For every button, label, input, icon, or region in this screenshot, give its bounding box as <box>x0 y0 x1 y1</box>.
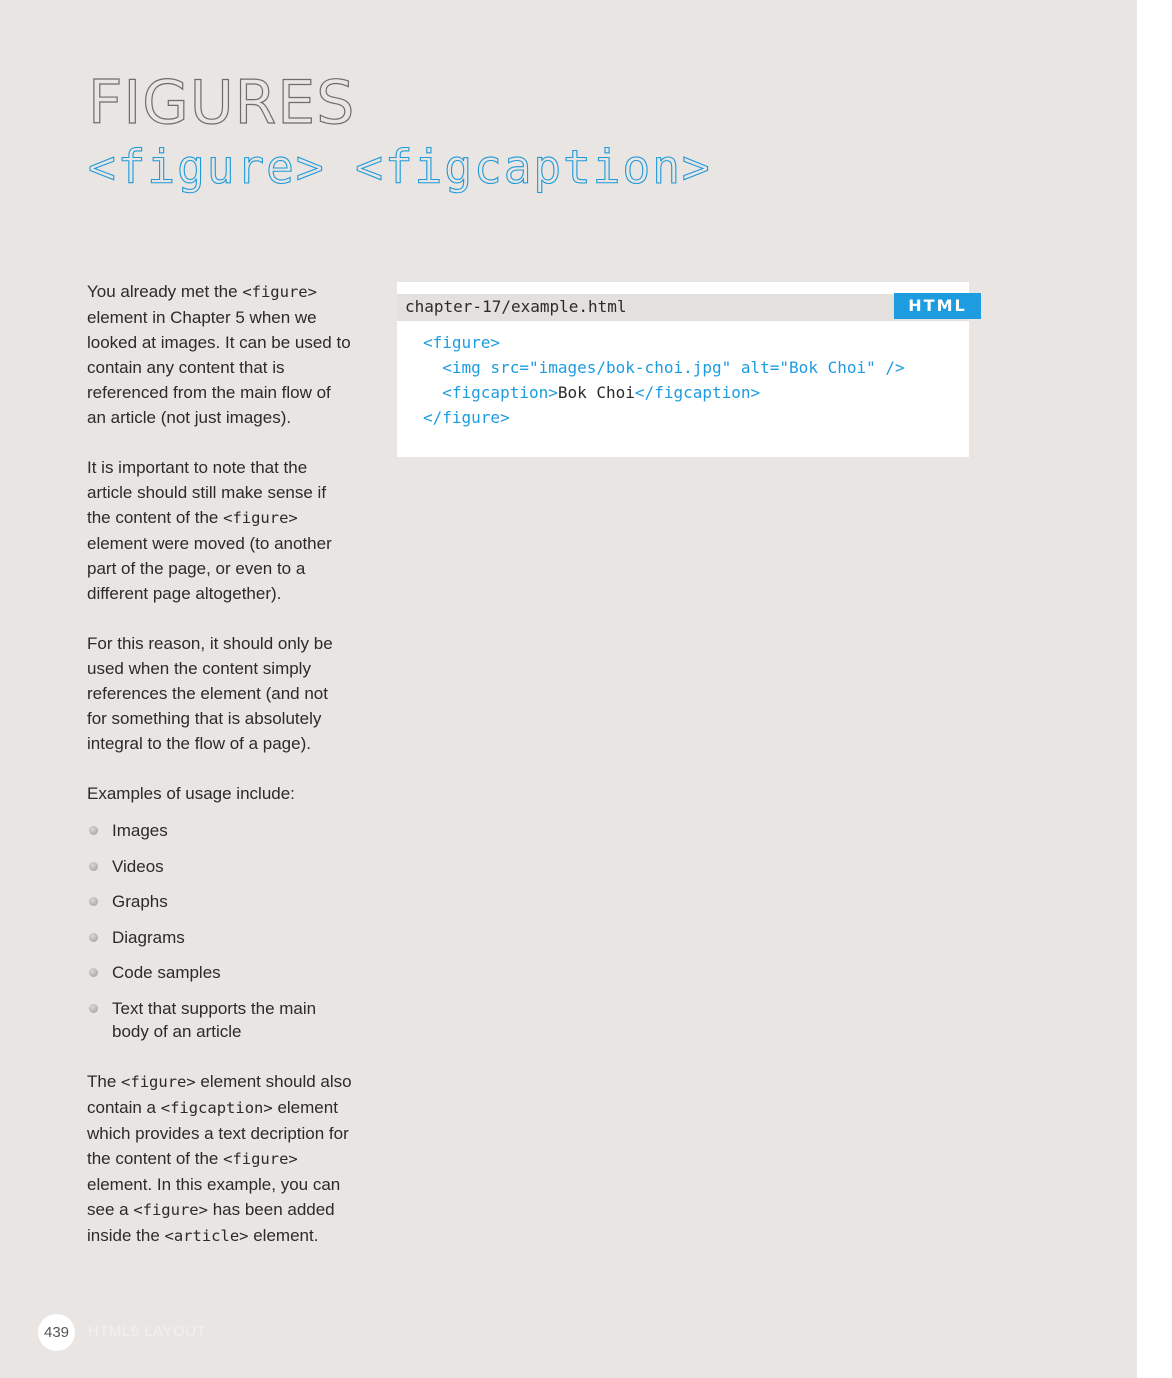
bullet-icon <box>89 933 98 942</box>
list-item: Images <box>87 819 352 842</box>
paragraph-reason: For this reason, it should only be used when the content simply references the element (and not for something that is absolutely integral to the flow of a page). <box>87 634 333 753</box>
bullet-icon <box>89 1004 98 1013</box>
usage-list <box>87 819 352 1043</box>
list-item: Diagrams <box>87 926 352 949</box>
bullet-icon <box>89 862 98 871</box>
paragraph-intro: You already met the <figure> element in Chapter 5 when we looked at images. It can be used to contain any content that is referenced from the main flow of an article (not just images). <box>87 282 351 427</box>
list-item: Graphs <box>87 890 352 913</box>
code-header <box>397 294 969 321</box>
page-subtitle: <figure> <figcaption> <box>88 140 712 194</box>
page-number: 439 <box>38 1314 75 1351</box>
code-line: <figcaption>Bok Choi</figcaption> <box>423 383 761 402</box>
body-text-column <box>87 279 352 1274</box>
paragraph-note: It is important to note that the article should still make sense if the content of the <figure> element were moved (to another part of the page, or even to a different page altogether). <box>87 458 332 603</box>
list-item: Text that supports the main body of an article <box>87 997 352 1043</box>
paragraph-figcaption: The <figure> element should also contain a <figcaption> element which provides a text decription for the content of the <figure> element. In this example, you can see a <figure> has been added inside the <article> element. <box>87 1071 352 1245</box>
bullet-icon <box>89 968 98 977</box>
code-line: </figure> <box>423 408 510 427</box>
code-line: <figure> <box>423 333 501 352</box>
code-language-badge: HTML <box>894 293 981 319</box>
bullet-icon <box>89 826 98 835</box>
list-item: Videos <box>87 855 352 878</box>
list-item: Code samples <box>87 961 352 984</box>
code-listing <box>423 330 905 430</box>
code-line: <img src="images/bok-choi.jpg" alt="Bok Choi" /> <box>423 358 905 377</box>
running-footer-section: HTML5 LAYOUT <box>88 1323 207 1340</box>
paragraph-examples-intro: Examples of usage include: <box>87 784 295 803</box>
code-filename: chapter-17/example.html <box>405 297 627 316</box>
code-example-box <box>397 282 969 457</box>
bullet-icon <box>89 897 98 906</box>
page-title: FIGURES <box>88 68 356 138</box>
